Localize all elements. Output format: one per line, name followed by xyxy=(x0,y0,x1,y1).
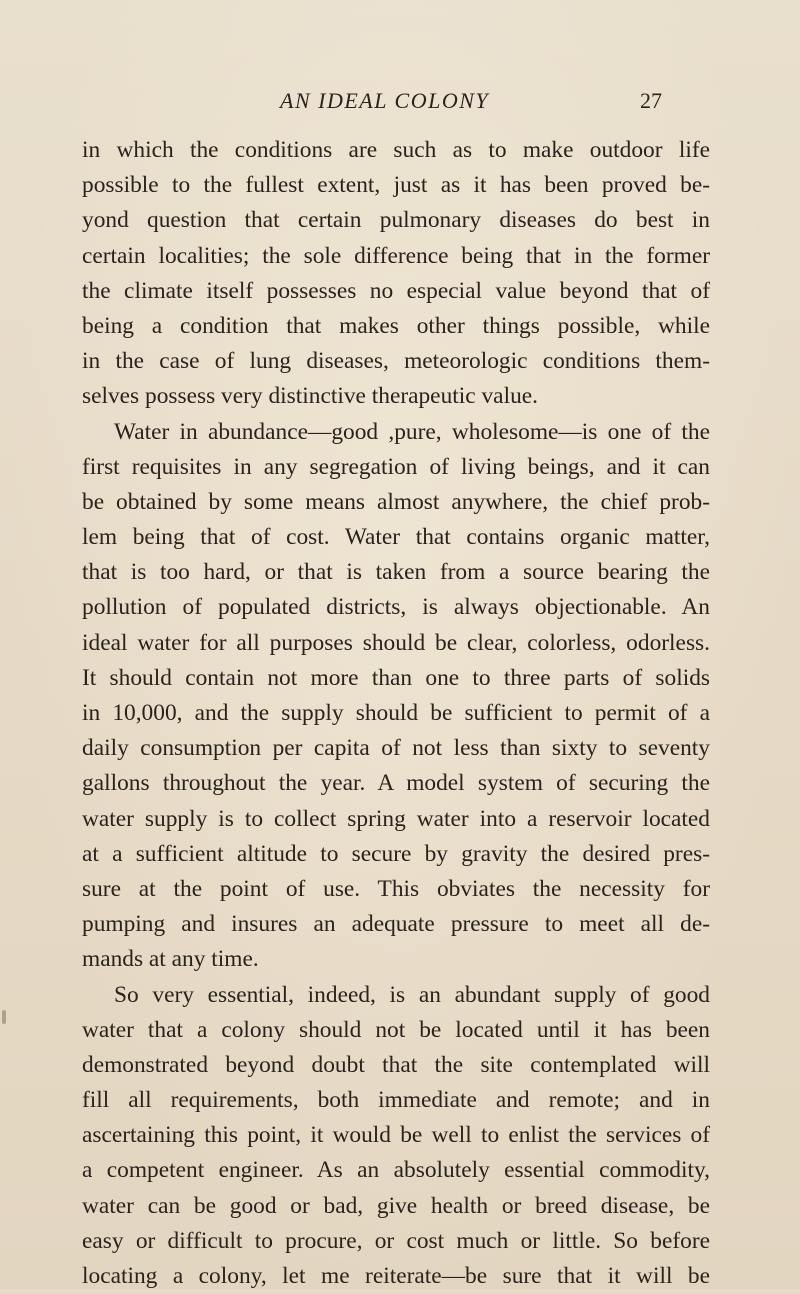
text-line: Water in abundance—good ,pure, wholesome—is one of the xyxy=(114,418,710,445)
text-line: certain localities; the sole difference being that in the former xyxy=(82,242,710,269)
text-line: water that a colony should not be located until it has been xyxy=(82,1016,710,1043)
text-line: water supply is to collect spring water into a reservoir located xyxy=(82,805,710,832)
text-line: fill all requirements, both immediate and remote; and in xyxy=(82,1087,710,1114)
text-line: selves possess very distinctive therapeutic value. xyxy=(82,383,538,410)
text-line: yond question that certain pulmonary diseases do best in xyxy=(82,207,710,234)
text-line: pollution of populated districts, is always objectionable. An xyxy=(82,594,710,621)
text-line: So very essential, indeed, is an abundant supply of good xyxy=(114,981,710,1008)
text-line: at a sufficient altitude to secure by gravity the desired pres- xyxy=(82,840,710,867)
body-text xyxy=(82,133,710,1294)
text-line: the climate itself possesses no especial value beyond that of xyxy=(82,277,710,304)
page-edge-mark xyxy=(2,1010,6,1024)
text-line: easy or difficult to procure, or cost much or little. So before xyxy=(82,1227,710,1254)
text-line: locating a colony, let me reiterate—be sure that it will be xyxy=(82,1263,710,1289)
text-line: demonstrated beyond doubt that the site contemplated will xyxy=(82,1051,710,1078)
text-line: ideal water for all purposes should be clear, colorless, odorless. xyxy=(82,629,710,656)
text-line: pumping and insures an adequate pressure to meet all de- xyxy=(82,911,710,938)
text-line: in the case of lung diseases, meteorologic conditions them- xyxy=(82,348,710,375)
text-line: a competent engineer. As an absolutely essential commodity, xyxy=(82,1157,710,1184)
page-number: 27 xyxy=(640,88,662,113)
text-line: in 10,000, and the supply should be sufficient to permit of a xyxy=(82,700,710,726)
text-line: It should contain not more than one to three parts of solids xyxy=(82,664,710,691)
text-line: that is too hard, or that is taken from a source bearing the xyxy=(82,559,710,586)
text-line: ascertaining this point, it would be well to enlist the services of xyxy=(82,1122,710,1149)
text-line: be obtained by some means almost anywhere, the chief prob- xyxy=(82,488,710,515)
running-title: AN IDEAL COLONY xyxy=(280,88,490,113)
text-line: daily consumption per capita of not less than sixty to seventy xyxy=(82,735,710,762)
text-line: water can be good or bad, give health or breed disease, be xyxy=(82,1192,710,1219)
text-line: first requisites in any segregation of living beings, and it can xyxy=(82,453,710,480)
text-line: gallons throughout the year. A model system of securing the xyxy=(82,770,710,797)
text-line: being a condition that makes other things possible, while xyxy=(82,312,710,339)
text-line: mands at any time. xyxy=(82,946,259,973)
running-head xyxy=(0,88,800,118)
text-line: possible to the fullest extent, just as it has been proved be- xyxy=(82,172,710,199)
text-line: sure at the point of use. This obviates the necessity for xyxy=(82,875,710,902)
text-line: lem being that of cost. Water that contains organic matter, xyxy=(82,524,710,551)
text-line: in which the conditions are such as to make outdoor life xyxy=(82,137,710,163)
